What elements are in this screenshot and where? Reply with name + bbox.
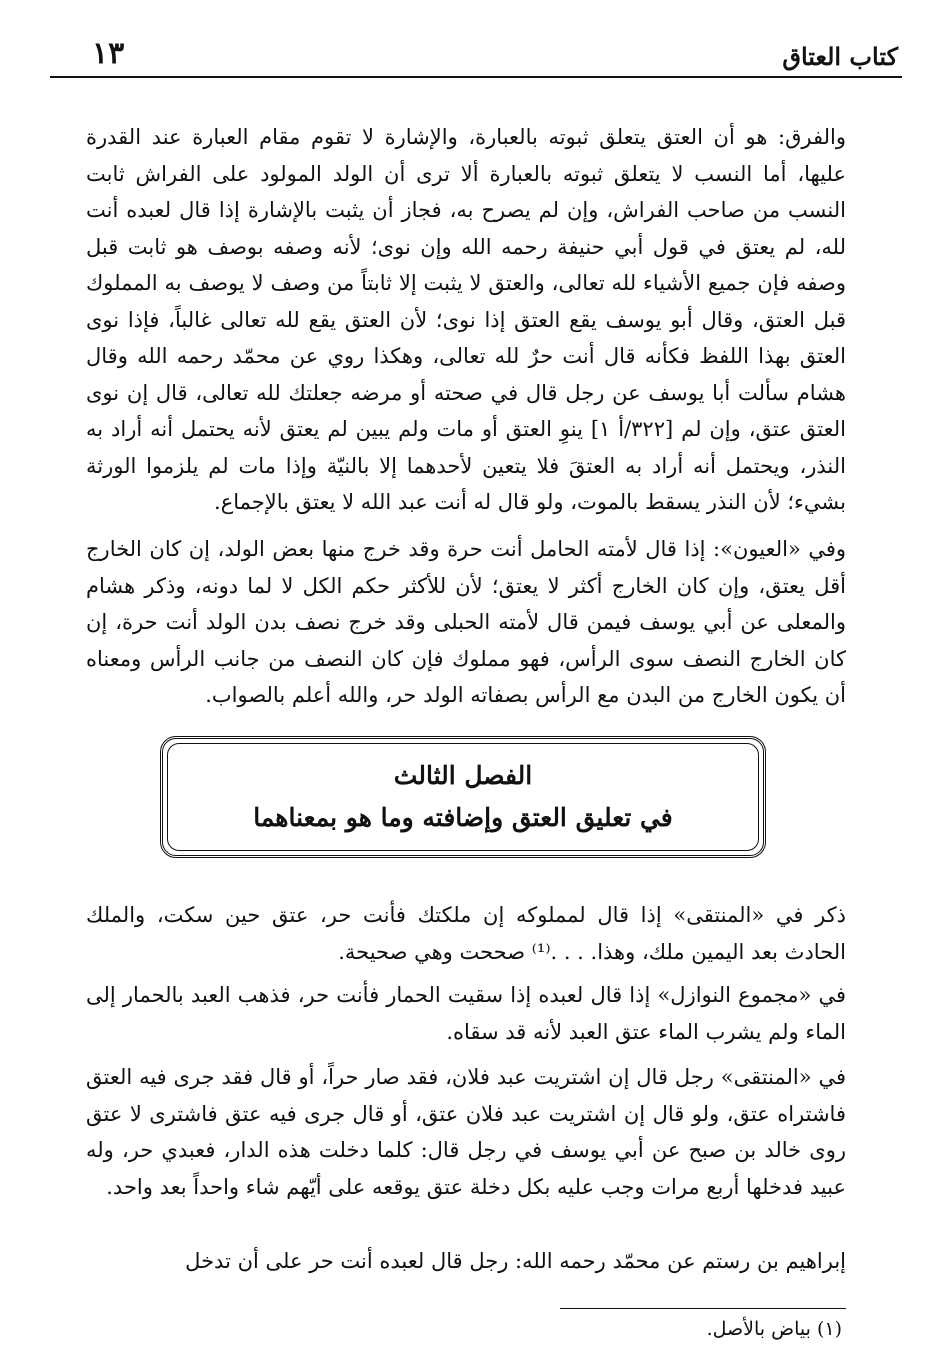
chapter-title: الفصل الثالث — [393, 761, 533, 790]
paragraph-5: في «المنتقى» رجل قال إن اشتريت عبد فلان، فقد صار حراً، أو قال فقد جرى فيه العتق فاشتراه عتق، ولو قال إن اشتريت عبد فلان عتق، أو قال جرى فيه عتق فاشترى لا عتق روى خالد بن صبح عن أبي يوسف في رجل قال: كلما دخلت هذه الدار، فعبدي حر، وله عبيد فدخلها أربع مرات وجب عليه بكل دخلة عتق يوقعه على أيّهم شاء واحداً بعد واحد. — [86, 1065, 846, 1199]
paragraph-4: في «مجموع النوازل» إذا قال لعبده إذا سقيت الحمار فأنت حر، فذهب العبد بالحمار إلى الماء ولم يشرب الماء عتق العبد لأنه قد سقاه. — [86, 983, 846, 1044]
header-divider — [50, 76, 902, 78]
footnote: (١) بياض بالأصل. — [706, 1318, 842, 1340]
paragraph-2: وفي «العيون»: إذا قال لأمته الحامل أنت حرة وقد خرج منها بعض الولد، إن كان الخارج أقل يعتق، وإن كان الخارج أكثر لا يعتق؛ لأن للأكثر حكم الكل لا لما دونه، وذكر هشام والمعلى عن أبي يوسف فيمن قال لأمته الحبلى وقد خرج نصف بدن الولد أنت حرة، إن كان الخارج النصف سوى الرأس، فهو مملوك فإن كان النصف من جانب الرأس ومعناه أن يكون الخارج من البدن مع الرأس بصفاته الولد حر، والله أعلم بالصواب. — [86, 537, 846, 707]
paragraph-6: إبراهيم بن رستم عن محمّد رحمه الله: رجل قال لعبده أنت حر على أن تدخل — [185, 1249, 846, 1273]
page-number: ١٣ — [92, 36, 125, 71]
running-title: كتاب العتاق — [782, 42, 898, 71]
chapter-heading-box — [160, 736, 766, 858]
chapter-subtitle: في تعليق العتق وإضافته وما هو بمعناهما — [253, 803, 673, 832]
paragraph-3: ذكر في «المنتقى» إذا قال لمملوكه إن ملكتك فأنت حر، عتق حين سكت، والملك الحادث بعد اليمين ملك، وهذا. . . .⁽¹⁾ صححت وهي صحيحة. — [86, 903, 846, 964]
footnote-divider — [560, 1308, 846, 1309]
page-header — [40, 30, 898, 78]
paragraph-1: والفرق: هو أن العتق يتعلق ثبوته بالعبارة، والإشارة لا تقوم مقام العبارة عند القدرة عليها، أما النسب لا يتعلق ثبوته بالعبارة ألا ترى أن الولد المولود على الفراش ثابت النسب من صاحب الفراش، وإن لم يصرح به، فجاز أن يثبت بالإشارة إذا قال لعبده أنت لله، لم يعتق في قول أبي حنيفة رحمه الله وإن نوى؛ لأنه وصفه بوصف هو ثابت قبل وصفه فإن جميع الأشياء لله تعالى، والعتق لا يثبت إلا ثابتاً من وصف لا يوصف به المملوك قبل العتق، وقال أبو يوسف يقع العتق إذا نوى؛ لأن العتق يقع لله تعالى غالباً، فإذا نوى العتق بهذا اللفظ فكأنه قال أنت حرٌ لله تعالى، وهكذا روي عن محمّد رحمه الله وقال هشام سألت أبا يوسف عن رجل قال في صحته أو مرضه جعلتك لله تعالى، قال إن نوى العتق عتق، وإن لم [٣٢٢/أ ١] ينوِ العتق أو مات ولم يبين لم يعتق لأنه يحتمل أنه أراد به النذر، ويحتمل أنه أراد به العتقَ فلا يتعين لأحدهما إلا بالنيّة وإذا مات لم يلزموا الورثة بشيء؛ لأن النذر يسقط بالموت، ولو قال له أنت عبد الله لا يعتق بالإجماع. — [86, 125, 846, 514]
